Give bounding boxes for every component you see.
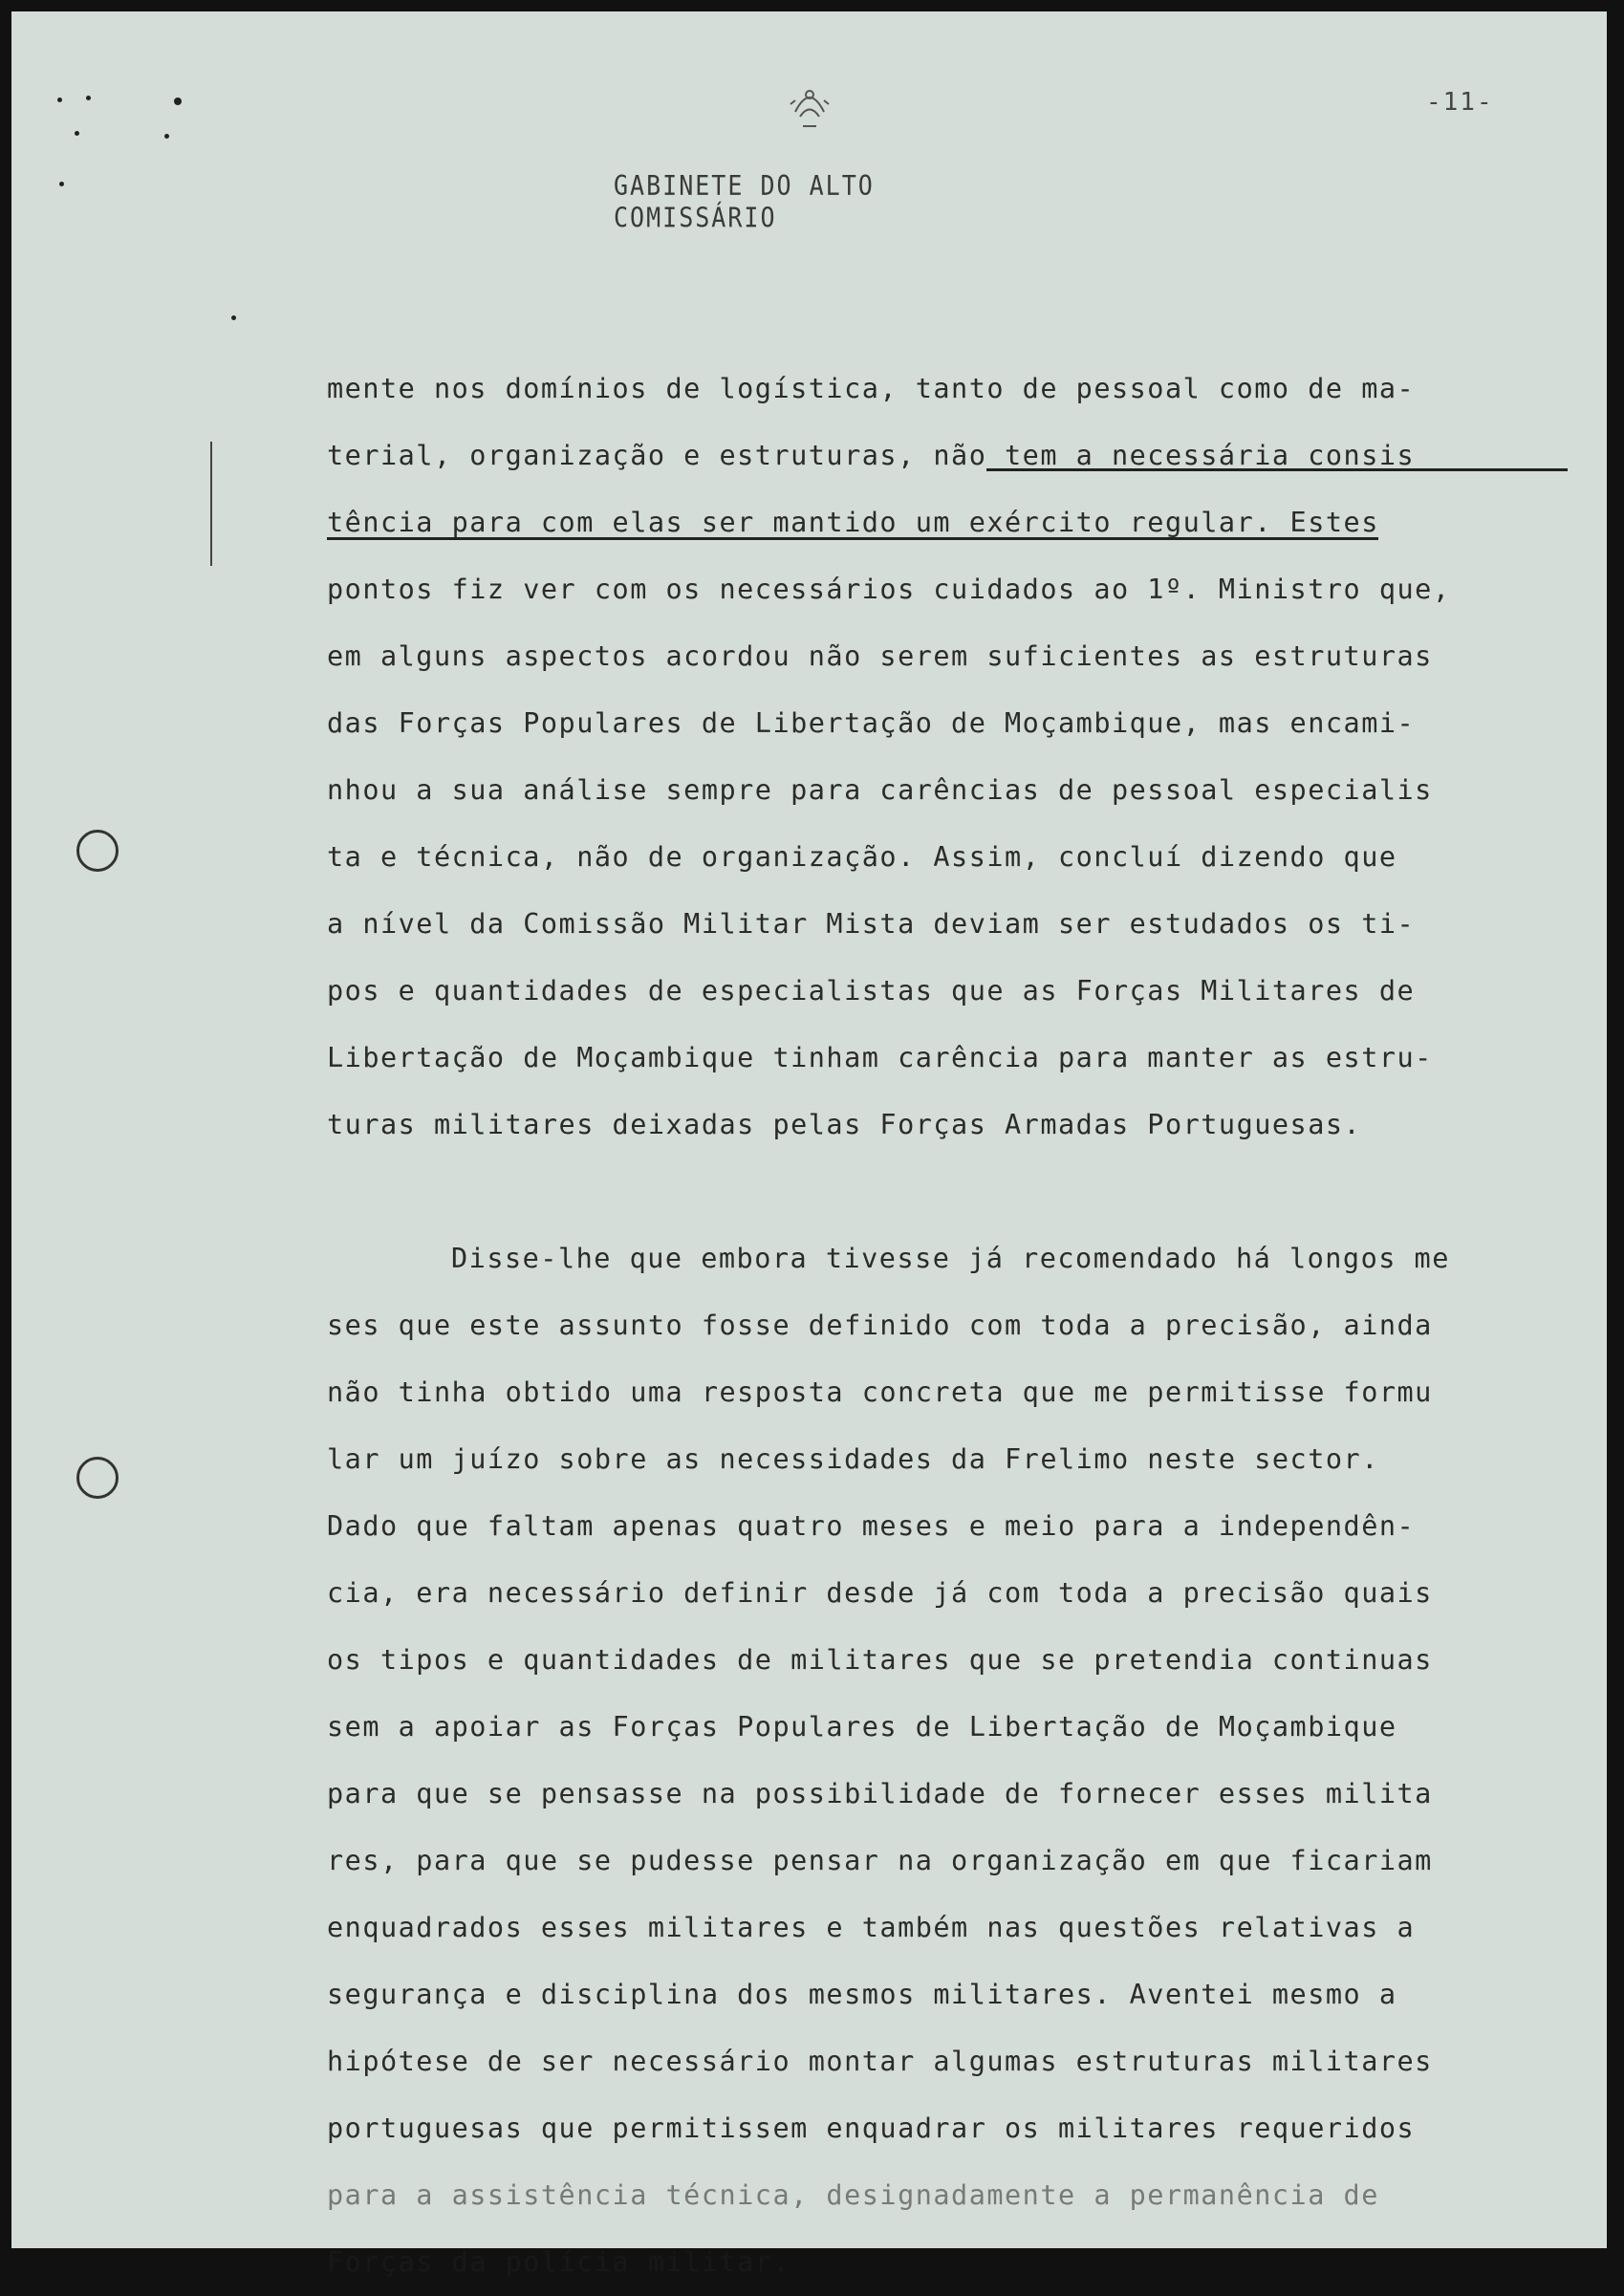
text-line: cia, era necessário definir desde já com toda a precisão quais (327, 1577, 1433, 1609)
text-line: ta e técnica, não de organização. Assim, concluí dizendo que (327, 841, 1397, 873)
text-line: sem a apoiar as Forças Populares de Libertação de Moçambique (327, 1711, 1397, 1743)
text-line: para que se pensasse na possibilidade de fornecer esses milita (327, 1778, 1433, 1809)
text-line: Disse-lhe que embora tivesse já recomendado há longos me (451, 1243, 1450, 1274)
text-line: hipótese de ser necessário montar algumas estruturas militares (327, 2046, 1433, 2077)
text-line: segurança e disciplina dos mesmos militares. Aventei mesmo a (327, 1979, 1397, 2010)
text-line: ses que este assunto fosse definido com toda a precisão, ainda (327, 1310, 1433, 1341)
scan-speck (86, 96, 91, 100)
text-line: nhou a sua análise sempre para carências de pessoal especialis (327, 774, 1433, 806)
text-line: lar um juízo sobre as necessidades da Frelimo neste sector. (327, 1443, 1379, 1475)
page-number: -11- (1426, 88, 1494, 117)
text-line: os tipos e quantidades de militares que se pretendia continuas (327, 1644, 1433, 1676)
text-line: Forças da polícia militar. (327, 2246, 791, 2278)
text-line: pontos fiz ver com os necessários cuidados ao 1º. Ministro que, (327, 574, 1451, 605)
scan-speck (59, 182, 64, 186)
text-line: terial, organização e estruturas, não tem a necessária consis (327, 440, 1416, 471)
text-line: não tinha obtido uma resposta concreta que me permitisse formu (327, 1376, 1433, 1408)
coat-of-arms-icon (776, 74, 843, 141)
margin-mark (210, 442, 212, 566)
text-line: para a assistência técnica, designadamente a permanência de (327, 2179, 1379, 2211)
punch-hole (76, 830, 119, 872)
text-line: Libertação de Moçambique tinham carência para manter as estru- (327, 1042, 1433, 1073)
text-line: res, para que se pudesse pensar na organização em que ficariam (327, 1845, 1433, 1876)
scan-speck (174, 97, 182, 105)
paragraph-gap (327, 1159, 1570, 1225)
scan-speck (57, 97, 62, 102)
scan-speck (75, 131, 79, 136)
text-line: turas militares deixadas pelas Forças Armadas Portuguesas. (327, 1109, 1362, 1140)
document-page (11, 11, 1607, 2278)
text-line: enquadrados esses militares e também nas questões relativas a (327, 1912, 1416, 1943)
scan-speck (231, 315, 236, 320)
text-line: em alguns aspectos acordou não serem suficientes as estruturas (327, 640, 1433, 672)
punch-hole (76, 1457, 119, 1499)
text-line: Dado que faltam apenas quatro meses e meio para a independên- (327, 1510, 1416, 1542)
text-line: a nível da Comissão Militar Mista deviam ser estudados os ti- (327, 908, 1416, 940)
text-line: mente nos domínios de logística, tanto de pessoal como de ma- (327, 373, 1416, 404)
paragraph (327, 356, 1570, 1159)
text-line: portuguesas que permitissem enquadrar os militares requeridos (327, 2112, 1416, 2144)
text-line: tência para com elas ser mantido um exército regular. Estes (327, 507, 1379, 538)
letterhead-title: GABINETE DO ALTO COMISSÁRIO (614, 169, 875, 234)
text-line: pos e quantidades de especialistas que as Forças Militares de (327, 975, 1416, 1007)
paragraph (327, 1225, 1570, 2296)
text-line: das Forças Populares de Libertação de Moçambique, mas encami- (327, 707, 1416, 739)
document-body (327, 356, 1570, 2296)
scan-speck (164, 134, 169, 139)
